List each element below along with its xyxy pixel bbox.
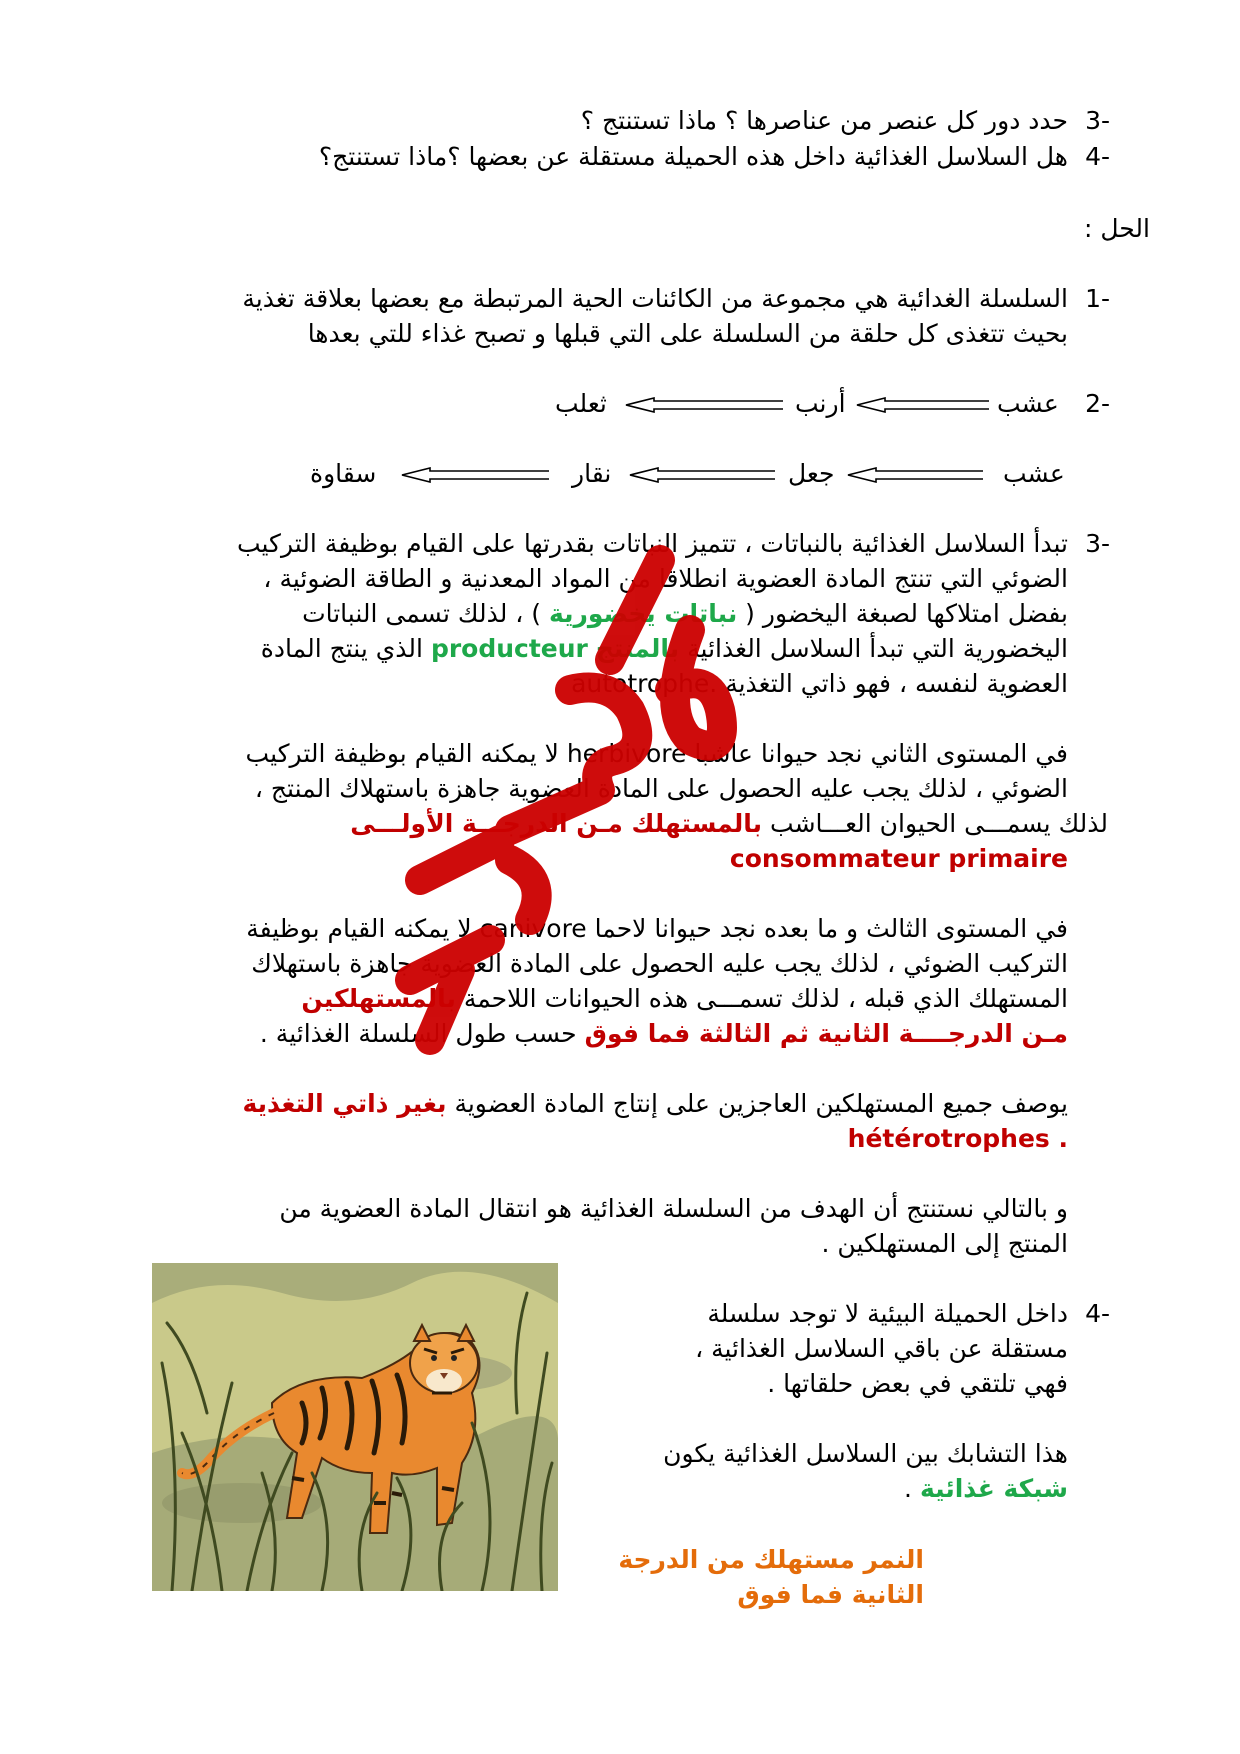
- text-run: في المستوى الثالث و ما بعده نجد حيوانا لاحما: [594, 914, 1068, 943]
- answer-4-line-5: [904, 1472, 1068, 1506]
- answer-3-p3-line-3: [301, 982, 1068, 1016]
- chain-item-woodpecker: نقار: [572, 459, 612, 488]
- text-run: اليخضورية التي تبدأ السلاسل الغذائية: [687, 634, 1068, 663]
- text-run: لا يمكنه القيام بوظيفة التركيب: [245, 739, 559, 768]
- arrow-left-icon: [400, 467, 550, 483]
- text-run: لذلك يسمـــى الحيوان العـــاشب: [770, 809, 1108, 838]
- answer-4-line-4: هذا التشابك بين السلاسل الغذائية يكون: [663, 1439, 1068, 1468]
- term-consumers: بالمستهلكين: [301, 984, 456, 1013]
- answer-3-p2-line-2: الضوئي ، لذلك يجب عليه الحصول على المادة العضوية جاهزة باستهلاك المنتج ،: [254, 774, 1068, 803]
- arrow-left-icon: [628, 467, 776, 483]
- answer-number: 1-: [1085, 284, 1110, 313]
- arrow-left-icon: [846, 467, 984, 483]
- food-chain-2: [0, 457, 1240, 493]
- image-caption: [524, 1542, 924, 1612]
- chain-item-rabbit: أرنب: [795, 389, 846, 418]
- answer-number: 2-: [1085, 389, 1110, 418]
- answer-3-p1-line-5: [571, 667, 1068, 701]
- chain-item-fox: ثعلب: [555, 389, 607, 418]
- chain-item-beetle: جعل: [788, 459, 835, 488]
- term-consommateur-primaire: consommateur primaire: [729, 844, 1068, 873]
- answer-1-line-2: بحيث تتغذى كل حلقة من السلسلة على التي قبلها و تصبح غذاء للتي بعدها: [307, 319, 1068, 348]
- food-chain-1: [0, 387, 1240, 423]
- answer-3-p5-line-1: و بالتالي نستنتج أن الهدف من السلسلة الغذائية هو انتقال المادة العضوية من: [279, 1194, 1068, 1223]
- arrow-left-icon: [855, 397, 990, 413]
- text-run: العضوية لنفسه ، فهو ذاتي التغذية: [725, 669, 1068, 698]
- answer-3-p3-line-2: التركيب الضوئي ، لذلك يجب عليه الحصول على المادة العضوية جاهزة باستهلاك: [251, 949, 1068, 978]
- term-carnivore: canivore: [479, 914, 587, 943]
- answer-3-p5-line-2: المنتج إلى المستهلكين .: [821, 1229, 1068, 1258]
- answer-3-p2-line-3: [350, 807, 1108, 841]
- chain-item-grass: عشب: [997, 389, 1059, 418]
- term-heterotrophes: hétérotrophes .: [847, 1124, 1068, 1153]
- term-herbivore: herbivore: [566, 739, 687, 768]
- chain-item-bird: سقاوة: [310, 459, 377, 488]
- answer-3-p1-line-1: تبدأ السلاسل الغذائية بالنباتات ، تتميز النباتات بقدرتها على القيام بوظيفة التركيب: [236, 529, 1068, 558]
- question-3-text: حدد دور كل عنصر من عناصرها ؟ ماذا تستنتج ؟: [580, 106, 1068, 135]
- answer-3-p1-line-3: [302, 597, 1068, 631]
- question-number: 4-: [1085, 142, 1110, 171]
- text-run: بفضل امتلاكها لصبغة اليخضور (: [745, 599, 1068, 628]
- text-run: يوصف جميع المستهلكين العاجزين على إنتاج المادة العضوية: [454, 1089, 1068, 1118]
- answer-number: 4-: [1085, 1299, 1110, 1328]
- question-4: [1085, 140, 1110, 174]
- chain-item-grass: عشب: [1003, 459, 1065, 488]
- arrow-left-icon: [624, 397, 784, 413]
- term-producer-ar: بالمنتج: [595, 634, 680, 663]
- term-secondary-consumers: مـن الدرجــــة الثانية ثم الثالثة فما فوق: [584, 1019, 1068, 1048]
- answer-1-line-1: السلسلة الغدائية هي مجموعة من الكائنات الحية المرتبطة مع بعضها بعلاقة تغذية: [242, 284, 1068, 313]
- text-run: الذي ينتج المادة: [260, 634, 423, 663]
- term-heterotrophic-ar: بغير ذاتي التغذية: [242, 1089, 447, 1118]
- text-run: لا يمكنه القيام بوظيفة: [246, 914, 472, 943]
- answer-3-p4-line-1: [242, 1087, 1068, 1121]
- answer-3-p3-line-4: [260, 1017, 1068, 1051]
- caption-line-1: النمر مستهلك من الدرجة: [618, 1545, 924, 1574]
- caption-line-2: الثانية فما فوق: [737, 1580, 924, 1609]
- term-chlorophyll-plants: نباتات يخضورية: [548, 599, 738, 628]
- text-run: في المستوى الثاني نجد حيوانا عاشبا: [694, 739, 1068, 768]
- answer-3-p1-line-4: [261, 632, 1068, 666]
- answer-4-line-1: داخل الحميلة البيئية لا توجد سلسلة: [707, 1299, 1068, 1328]
- answer-3-p1-line-2: الضوئي التي تنتج المادة العضوية انطلاقا من المواد المعدنية و الطاقة الضوئية ،: [263, 564, 1068, 593]
- term-producer-fr: producteur: [430, 634, 588, 663]
- text-run: المستهلك الذي قبله ، لذلك تسمـــى هذه الحيوانات اللاحمة: [463, 984, 1068, 1013]
- term-primary-consumer: بالمستهلك مـن الدرجـــة الأولـــى: [350, 809, 763, 838]
- answer-number: 3-: [1085, 529, 1110, 558]
- answer-4-number: [1085, 1297, 1110, 1331]
- term-food-web: شبكة غذائية: [919, 1474, 1068, 1503]
- answer-4-line-3: فهي تلتقي في بعض حلقاتها .: [767, 1369, 1068, 1398]
- answer-3-number: [1085, 527, 1110, 561]
- term-autotrophe: autotrophe.: [571, 669, 718, 698]
- text-run: .: [904, 1474, 912, 1503]
- text-run: حسب طول السلسلة الغذائية .: [259, 1019, 577, 1048]
- answer-1-number: [1085, 282, 1110, 316]
- text-run: ) ، لذلك تسمى النباتات: [302, 599, 542, 628]
- tiger-illustration: [152, 1263, 558, 1591]
- answer-3-p2-line-1: [246, 737, 1068, 771]
- solution-label: الحل :: [1083, 214, 1150, 243]
- answer-4-line-2: مستقلة عن باقي السلاسل الغذائية ،: [695, 1334, 1068, 1363]
- answer-3-p3-line-1: [246, 912, 1068, 946]
- question-3: [1085, 104, 1110, 138]
- question-number: 3-: [1085, 106, 1110, 135]
- question-4-text: هل السلاسل الغذائية داخل هذه الحميلة مستقلة عن بعضها ؟ماذا تستنتج؟: [318, 142, 1068, 171]
